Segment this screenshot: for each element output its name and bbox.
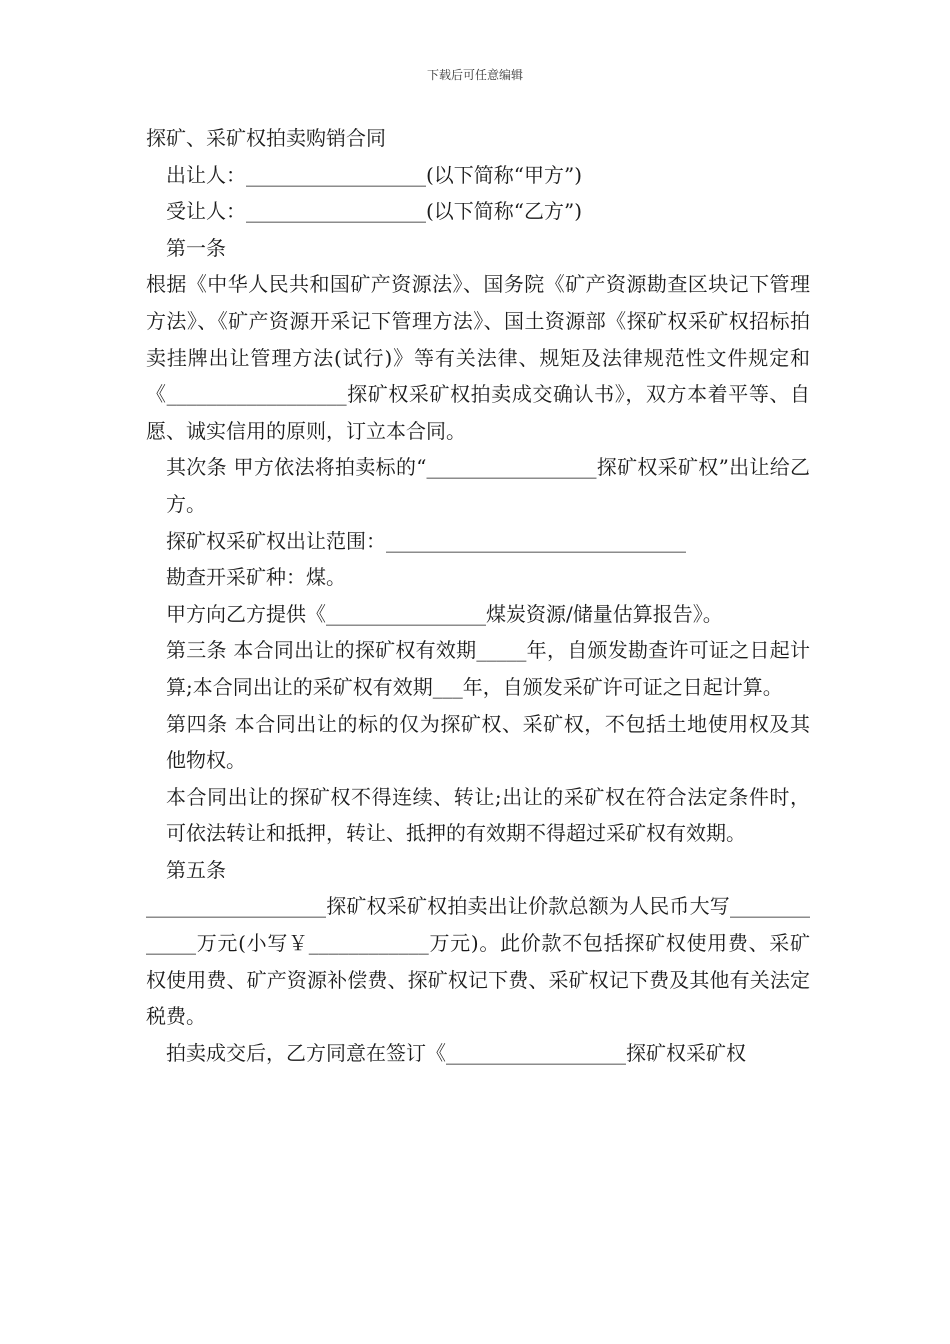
transferor-line: 出让人：__________________(以下简称“甲方”) (166, 162, 583, 187)
article-1-body: 根据《中华人民共和国矿产资源法》、国务院《矿产资源勘查区块记下管理方法》、《矿产资源开采记下管理方法》、国土资源部《探矿权采矿权招标拍卖挂牌出让管理方法(试行)》等有关法律、规矩及法律规范性文件规定和《__________________探矿权采矿权拍卖成交确认书》，双方本着平等、自愿、诚实信用的原则，订立本合同。 (146, 272, 810, 443)
article-5-body: __________________探矿权采矿权拍卖出让价款总额为人民币大写_____________万元(小写￥____________万元)。此价款不包括探矿权使用费、采矿权使用费、矿产资源补偿费、探矿权记下费、采矿权记下费及其他有关法定税费。 (146, 894, 810, 1029)
article-3-body: 第三条 本合同出让的探矿权有效期_____年，自颁发勘查许可证之日起计算;本合同出让的采矿权有效期___年，自颁发采矿许可证之日起计算。 (166, 638, 810, 699)
page-header-note: 下载后可任意编辑 (426, 68, 523, 82)
article-1-heading: 第一条 (166, 235, 226, 260)
article-2-body: 其次条 甲方依法将拍卖标的“_________________探矿权采矿权”出让给乙方。 (166, 455, 810, 516)
transfer-scope-line: 探矿权采矿权出让范围：______________________________ (166, 528, 686, 553)
article-4-body: 第四条 本合同出让的标的仅为探矿权、采矿权，不包括土地使用权及其他物权。 (166, 711, 810, 773)
post-auction-clause: 拍卖成交后，乙方同意在签订《__________________探矿权采矿权 (166, 1040, 746, 1065)
transferee-line: 受让人：__________________(以下简称“乙方”) (166, 199, 583, 224)
article-4-transfer-clause: 本合同出让的探矿权不得连续、转让;出让的采矿权在符合法定条件时，可依法转让和抵押，转让、抵押的有效期不得超过采矿权有效期。 (166, 784, 810, 846)
contract-title: 探矿、采矿权拍卖购销合同 (146, 126, 386, 150)
report-provision-line: 甲方向乙方提供《________________煤炭资源/储量估算报告》。 (166, 601, 723, 626)
contract-body (146, 120, 810, 1071)
article-5-heading: 第五条 (166, 857, 226, 882)
mineral-type-line: 勘查开采矿种：煤。 (166, 565, 346, 590)
